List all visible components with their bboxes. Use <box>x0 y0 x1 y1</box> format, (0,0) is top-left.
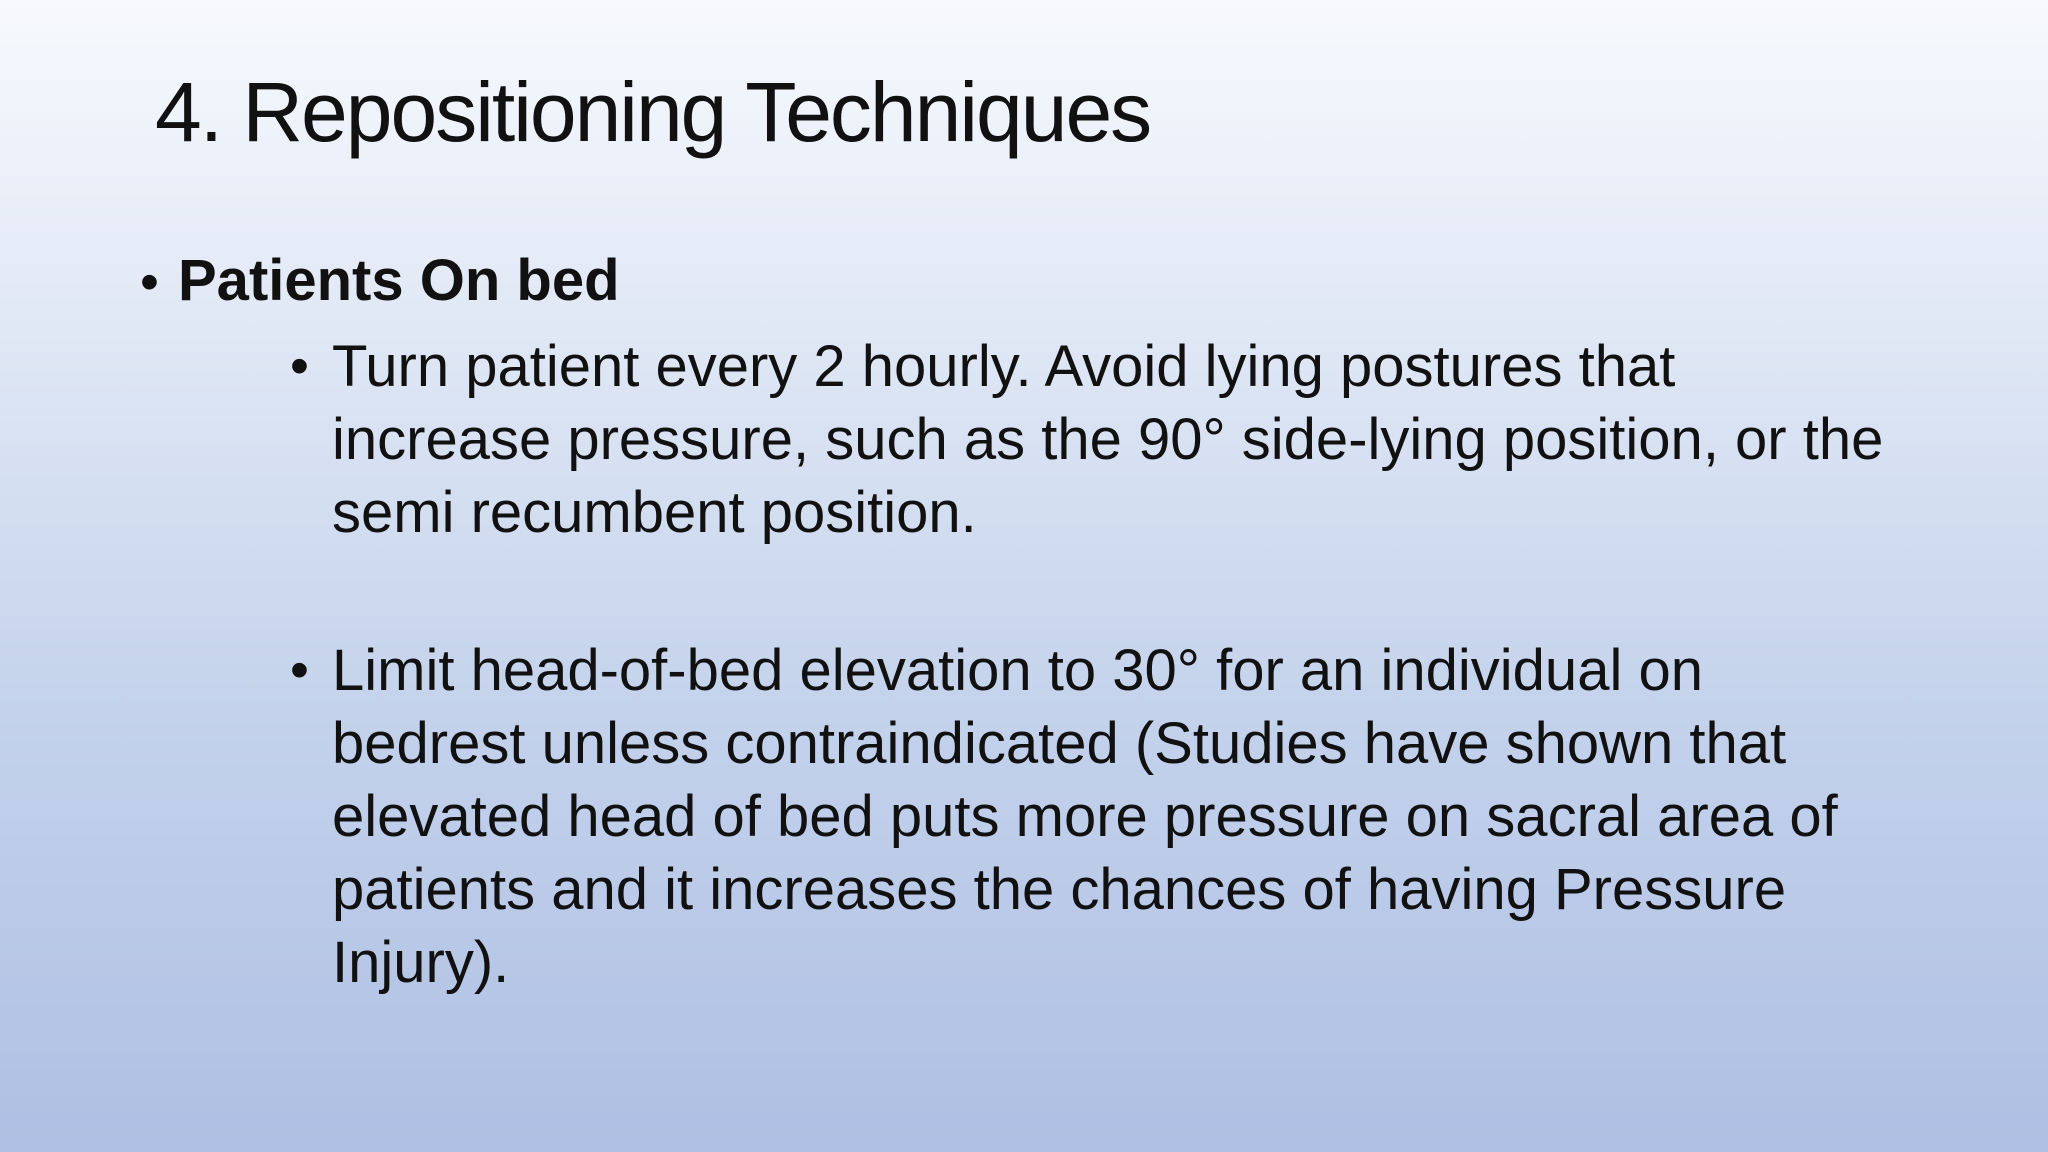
list-item <box>290 634 1910 999</box>
bullet-list-level-1 <box>140 245 1940 318</box>
bullet-icon: • <box>290 336 309 396</box>
bullet-list-level-2 <box>290 634 1910 999</box>
list-item <box>140 245 1940 318</box>
bullet-text: Turn patient every 2 hourly. Avoid lying postures that increase pressure, such as the 90° side-lying position, or the semi recumbent position. <box>332 334 1884 545</box>
bullet-icon: • <box>140 252 159 312</box>
bullet-list-level-2 <box>290 330 1910 549</box>
bullet-icon: • <box>290 640 309 700</box>
list-item <box>290 330 1910 549</box>
bullet-text: Limit head-of-bed elevation to 30° for an individual on bedrest unless contraindicated (Studies have shown that elevated head of bed puts more pressure on sacral area of patients and it increases the chances of having Pressure Injury). <box>332 638 1838 995</box>
section-heading: Patients On bed <box>178 248 620 313</box>
slide-title: 4. Repositioning Techniques <box>155 65 1151 159</box>
